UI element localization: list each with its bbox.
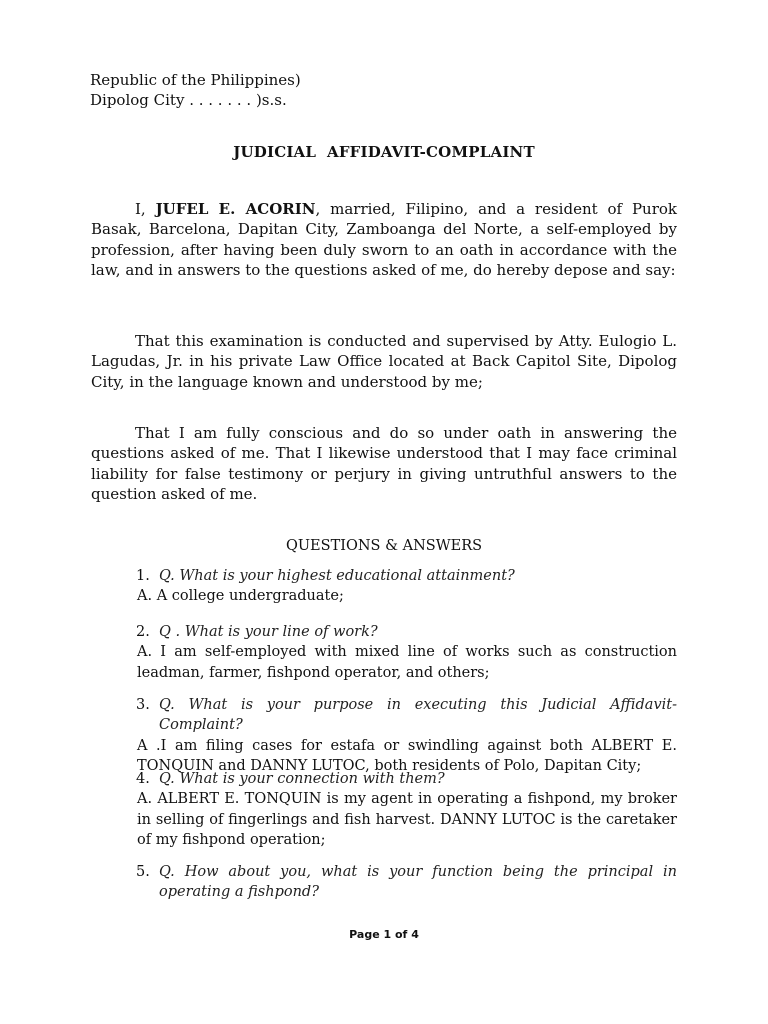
qa-section-title: QUESTIONS & ANSWERS [285,538,483,554]
answer-text: A. I am self-employed with mixed line of works such as construction leadman, farmer, fishpond operator, and others; [137,644,677,681]
question-line [91,862,677,903]
venue-line-republic: Republic of the Philippines) [90,71,301,89]
intro-rest: , married, Filipino, and a resident of Purok Basak, Barcelona, Dapitan City, Zamboanga del Norte, a self-employed by profession, after having been duly sworn to an oath in accordance with the law, and in answers to the questions asked of me, do hereby depose and say: [91,200,677,279]
current-page: 1 [383,928,392,941]
question-line [91,622,677,642]
footer-middle: of [391,928,412,941]
question-number: 2. [136,624,150,640]
affiant-name: JUFEL E. ACORIN [155,200,316,218]
question-text: Q . What is your line of work? [159,624,378,640]
qa-item-2 [91,622,677,683]
page-number-footer [0,928,768,941]
question-text: Q. What is your highest educational attainment? [159,568,515,584]
question-text: Q. How about you, what is your function being the principal in operating a fishpond? [159,864,677,901]
question-text: Q. What is your purpose in executing this Judicial Affidavit-Complaint? [159,697,677,734]
qa-item-4 [91,769,677,850]
oath-paragraph: That I am fully conscious and do so under oath in answering the questions asked of me. That I likewise understood that I may face criminal liability for false testimony or perjury in giving untruthful answers to the question asked of me. [91,424,677,503]
qa-item-1 [91,566,677,607]
qa-item-3 [91,695,677,776]
venue-line-city: Dipolog City . . . . . . . )s.s. [90,91,287,109]
intro-prefix: I, [135,200,156,218]
examination-paragraph: That this examination is conducted and supervised by Atty. Eulogio L. Lagudas, Jr. in his private Law Office located at Back Capitol Site, Dipolog City, in the language known and understood by me; [91,332,677,391]
answer-text: A .I am filing cases for estafa or swindling against both ALBERT E. TONQUIN and DANNY LUTOC, both residents of Polo, Dapitan City; [137,737,677,774]
question-line [91,769,677,789]
footer-prefix: Page [349,928,384,941]
intro-paragraph [91,199,677,280]
question-line [91,695,677,736]
question-text: Q. What is your connection with them? [159,771,445,787]
answer-text: A. A college undergraduate; [137,588,344,605]
qa-item-5 [91,862,677,903]
question-number: 4. [136,771,150,787]
question-number: 3. [136,697,150,713]
answer-text: A. ALBERT E. TONQUIN is my agent in operating a fishpond, my broker in selling of fingerlings and fish harvest. DANNY LUTOC is the caretaker of my fishpond operation; [137,791,677,848]
total-pages: 4 [411,928,419,941]
document-title: JUDICIAL AFFIDAVIT-COMPLAINT [233,143,535,161]
question-number: 5. [136,864,150,880]
question-line [91,566,677,586]
question-number: 1. [136,568,150,584]
